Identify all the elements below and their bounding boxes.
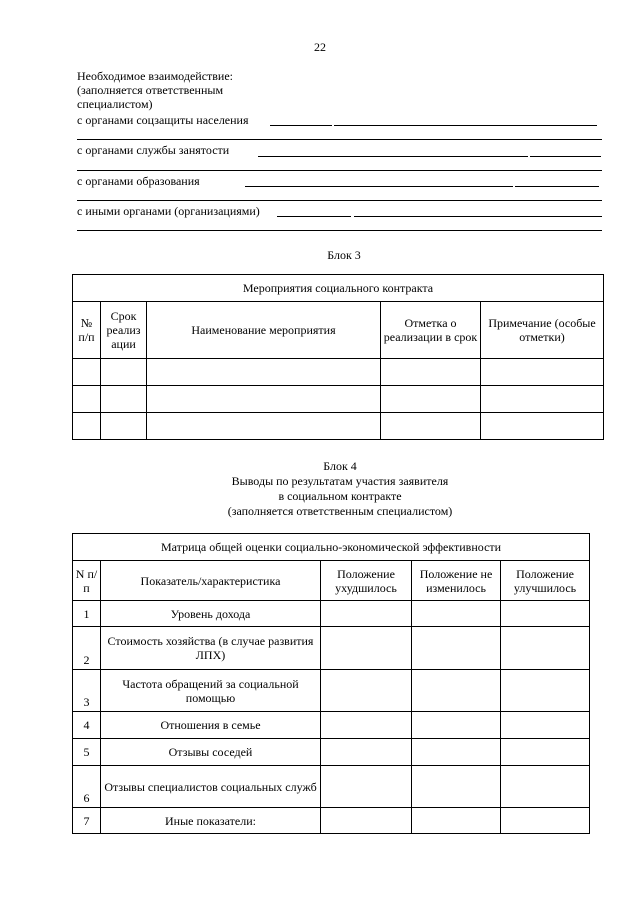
table-cell[interactable] bbox=[501, 739, 590, 766]
table-cell[interactable] bbox=[321, 627, 412, 670]
table-cell[interactable] bbox=[381, 359, 481, 386]
table-cell[interactable] bbox=[501, 670, 590, 712]
table-cell[interactable] bbox=[501, 627, 590, 670]
fill-line bbox=[334, 125, 597, 126]
table-row bbox=[73, 627, 590, 670]
table-row bbox=[73, 739, 590, 766]
fill-line bbox=[515, 186, 599, 187]
block3-header-mark: Отметка о реализации в срок bbox=[381, 302, 481, 359]
table-cell[interactable] bbox=[412, 670, 501, 712]
table-cell[interactable] bbox=[321, 808, 412, 834]
table-cell[interactable] bbox=[481, 413, 604, 440]
table-cell[interactable] bbox=[101, 386, 147, 413]
interaction-employment-label: с органами службы занятости bbox=[77, 143, 230, 157]
fill-line bbox=[77, 139, 602, 140]
table-cell[interactable] bbox=[412, 739, 501, 766]
row-label: Уровень дохода bbox=[101, 601, 321, 627]
row-label: Иные показатели: bbox=[101, 808, 321, 834]
table-cell[interactable] bbox=[321, 712, 412, 739]
table-row bbox=[73, 766, 590, 808]
block4-subtitle-1: Выводы по результатам участия заявителя bbox=[231, 474, 449, 488]
table-cell[interactable] bbox=[412, 601, 501, 627]
row-number: 2 bbox=[73, 627, 101, 670]
table-row bbox=[73, 712, 590, 739]
row-label: Частота обращений за социальной помощью bbox=[101, 670, 321, 712]
table-cell[interactable] bbox=[501, 601, 590, 627]
table-cell[interactable] bbox=[412, 627, 501, 670]
table-cell[interactable] bbox=[501, 712, 590, 739]
fill-line bbox=[77, 230, 602, 231]
table-cell[interactable] bbox=[412, 808, 501, 834]
interaction-note-line2: специалистом) bbox=[77, 97, 153, 111]
row-number: 4 bbox=[73, 712, 101, 739]
block3-table bbox=[72, 274, 604, 440]
table-cell[interactable] bbox=[501, 766, 590, 808]
table-cell[interactable] bbox=[101, 359, 147, 386]
table-cell[interactable] bbox=[321, 739, 412, 766]
table-cell[interactable] bbox=[147, 359, 381, 386]
table-row bbox=[73, 601, 590, 627]
block4-subtitle-2: в социальном контракте bbox=[278, 489, 402, 503]
row-number: 5 bbox=[73, 739, 101, 766]
table-cell[interactable] bbox=[73, 413, 101, 440]
block4-table bbox=[72, 533, 590, 834]
fill-line bbox=[245, 186, 513, 187]
fill-line bbox=[270, 125, 332, 126]
block4-title: Блок 4 bbox=[323, 459, 357, 473]
row-number: 1 bbox=[73, 601, 101, 627]
table-row bbox=[73, 808, 590, 834]
row-number: 3 bbox=[73, 670, 101, 712]
table-cell[interactable] bbox=[412, 712, 501, 739]
table-cell[interactable] bbox=[481, 386, 604, 413]
block4-header-indicator: Показатель/характеристика bbox=[101, 561, 321, 601]
page-number: 22 bbox=[314, 40, 326, 54]
table-cell[interactable] bbox=[412, 766, 501, 808]
fill-line bbox=[258, 156, 528, 157]
table-cell[interactable] bbox=[147, 413, 381, 440]
interaction-other-label: с иными органами (организациями) bbox=[77, 204, 260, 218]
table-cell[interactable] bbox=[481, 359, 604, 386]
block4-subtitle-3: (заполняется ответственным специалистом) bbox=[227, 504, 453, 518]
block3-header-note: Примечание (особые отметки) bbox=[481, 302, 604, 359]
block3-header-term: Срок реализ ации bbox=[101, 302, 147, 359]
block4-header-num: N п/п bbox=[73, 561, 101, 601]
table-cell[interactable] bbox=[101, 413, 147, 440]
table-cell[interactable] bbox=[321, 601, 412, 627]
block3-title: Блок 3 bbox=[327, 248, 361, 262]
fill-line bbox=[277, 216, 351, 217]
row-label: Отзывы специалистов социальных служб bbox=[101, 766, 321, 808]
table-cell[interactable] bbox=[321, 766, 412, 808]
interaction-education-label: с органами образования bbox=[77, 174, 200, 188]
row-label: Отношения в семье bbox=[101, 712, 321, 739]
block3-table-title: Мероприятия социального контракта bbox=[73, 275, 604, 302]
row-label: Отзывы соседей bbox=[101, 739, 321, 766]
table-cell[interactable] bbox=[73, 359, 101, 386]
row-number: 7 bbox=[73, 808, 101, 834]
row-number: 6 bbox=[73, 766, 101, 808]
block4-header-better: Положение улучшилось bbox=[501, 561, 590, 601]
table-cell[interactable] bbox=[147, 386, 381, 413]
interaction-social-protection-label: с органами соцзащиты населения bbox=[77, 113, 249, 127]
fill-line bbox=[77, 200, 602, 201]
fill-line bbox=[77, 170, 602, 171]
table-cell[interactable] bbox=[321, 670, 412, 712]
fill-line bbox=[530, 156, 601, 157]
fill-line bbox=[354, 216, 602, 217]
table-row bbox=[73, 413, 604, 440]
interaction-note-line1: (заполняется ответственным bbox=[77, 83, 224, 97]
table-row bbox=[73, 386, 604, 413]
interaction-heading: Необходимое взаимодействие: bbox=[77, 69, 234, 83]
block3-header-name: Наименование мероприятия bbox=[147, 302, 381, 359]
row-label: Стоимость хозяйства (в случае развития ЛПХ) bbox=[101, 627, 321, 670]
table-cell[interactable] bbox=[501, 808, 590, 834]
table-row bbox=[73, 670, 590, 712]
block4-header-worse: Положение ухудшилось bbox=[321, 561, 412, 601]
block4-table-title: Матрица общей оценки социально-экономической эффективности bbox=[73, 534, 590, 561]
block4-header-same: Положение не изменилось bbox=[412, 561, 501, 601]
table-row bbox=[73, 359, 604, 386]
table-cell[interactable] bbox=[381, 386, 481, 413]
table-cell[interactable] bbox=[73, 386, 101, 413]
block3-header-num: № п/п bbox=[73, 302, 101, 359]
table-cell[interactable] bbox=[381, 413, 481, 440]
